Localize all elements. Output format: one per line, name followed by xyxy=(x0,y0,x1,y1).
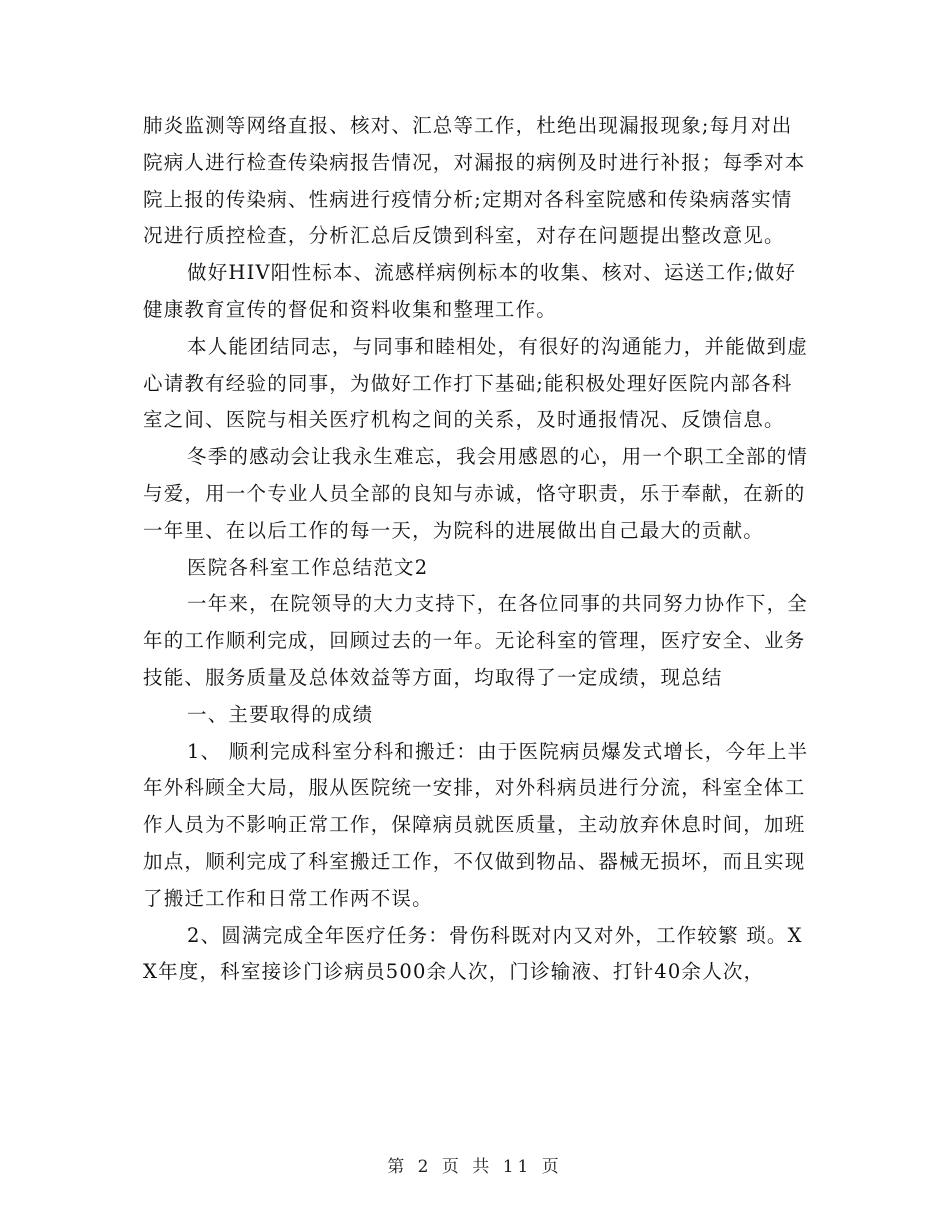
paragraph-6: 1、 顺利完成科室分科和搬迁：由于医院病员爆发式增长，今年上半年外科顾全大局，服从医院统一安排，对外科病员进行分流，科室全体工作人员为不影响正常工作，保障病员就医质量，主动放弃休息时间，加班加点，顺利完成了科室搬迁工作，不仅做到物品、器械无损坏，而且实现了搬迁工作和日常工作两不误。 xyxy=(143,739,809,910)
paragraph-2: 做好HIV阳性标本、流感样病例标本的收集、核对、运送工作;做好健康教育宣传的督促和资料收集和整理工作。 xyxy=(143,261,797,321)
paragraph-3: 本人能团结同志，与同事和睦相处，有很好的沟通能力，并能做到虚心请教有经验的同事，为做好工作打下基础;能积极处理好医院内部各科室之间、医院与相关医疗机构之间的关系，及时通报情况、反馈信息。 xyxy=(143,334,809,432)
subsection-title: 一、主要取得的成绩 xyxy=(187,702,374,726)
paragraph-5: 一年来，在院领导的大力支持下，在各位同事的共同努力协作下，全年的工作顺利完成，回顾过去的一年。无论科室的管理，医疗安全、业务技能、服务质量及总体效益等方面，均取得了一定成绩，现总结 xyxy=(143,592,809,689)
section-title: 医院各科室工作总结范文2 xyxy=(187,555,429,579)
paragraph-4: 冬季的感动会让我永生难忘，我会用感恩的心，用一个职工全部的情与爱，用一个专业人员全部的良知与赤诚，恪守职责，乐于奉献，在新的一年里、在以后工作的每一天，为院科的进展做出自己最大的贡献。 xyxy=(143,445,809,542)
page-footer: 第 2 页 共 11 页 xyxy=(387,1157,563,1177)
paragraph-7: 2、圆满完成全年医疗任务：骨伤科既对内又对外，工作较繁 琐。XX年度，科室接诊门诊病员500余人次，门诊输液、打针40余人次， xyxy=(143,923,803,984)
paragraph-1: 肺炎监测等网络直报、核对、汇总等工作，杜绝出现漏报现象;每月对出院病人进行检查传染病报告情况，对漏报的病例及时进行补报；每季对本院上报的传染病、性病进行疫情分析;定期对各科室院感和传染病落实情况进行质控检查，分析汇总后反馈到科室，对存在问题提出整改意见。 xyxy=(143,114,806,248)
document-body xyxy=(143,108,811,991)
